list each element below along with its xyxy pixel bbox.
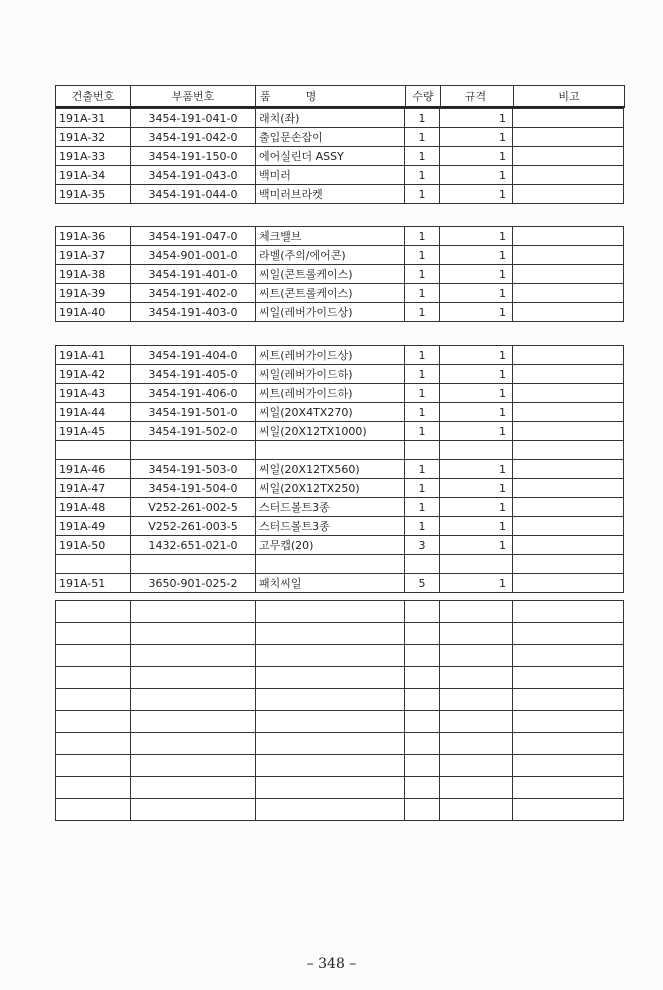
spec-cell (440, 601, 513, 623)
note-cell (513, 517, 624, 536)
spec-cell (440, 555, 513, 574)
code-cell: 191A-44 (56, 403, 131, 422)
note-cell (513, 711, 624, 733)
spec-cell: 1 (440, 384, 513, 403)
code-cell: 191A-38 (56, 265, 131, 284)
part-number-cell (131, 555, 256, 574)
name-cell: 패치씨일 (256, 574, 405, 593)
quantity-cell (405, 645, 440, 667)
table-row (56, 536, 624, 555)
quantity-cell (405, 441, 440, 460)
part-number-cell (131, 755, 256, 777)
header-part-number: 부품번호 (131, 86, 256, 108)
table-row (56, 284, 624, 303)
quantity-cell: 5 (405, 574, 440, 593)
spec-cell: 1 (440, 346, 513, 365)
spec-cell: 1 (440, 403, 513, 422)
quantity-cell: 1 (405, 128, 440, 147)
code-cell (56, 799, 131, 821)
name-cell: 씨일(20X4TX270) (256, 403, 405, 422)
code-cell: 191A-31 (56, 109, 131, 128)
name-cell (256, 645, 405, 667)
spec-cell: 1 (440, 128, 513, 147)
code-cell: 191A-35 (56, 185, 131, 204)
part-number-cell (131, 711, 256, 733)
code-cell: 191A-33 (56, 147, 131, 166)
quantity-cell: 1 (405, 303, 440, 322)
table-row (56, 799, 624, 821)
name-cell (256, 601, 405, 623)
code-cell: 191A-32 (56, 128, 131, 147)
table-row (56, 711, 624, 733)
parts-group-3 (55, 345, 624, 593)
note-cell (513, 574, 624, 593)
spec-cell (440, 799, 513, 821)
part-number-cell: 3454-191-503-0 (131, 460, 256, 479)
code-cell (56, 441, 131, 460)
note-cell (513, 303, 624, 322)
part-number-cell: 3454-191-044-0 (131, 185, 256, 204)
quantity-cell (405, 711, 440, 733)
spec-cell: 1 (440, 303, 513, 322)
note-cell (513, 284, 624, 303)
note-cell (513, 265, 624, 284)
spec-cell (440, 667, 513, 689)
quantity-cell (405, 555, 440, 574)
quantity-cell: 1 (405, 479, 440, 498)
code-cell (56, 555, 131, 574)
part-number-cell: 3454-191-401-0 (131, 265, 256, 284)
quantity-cell (405, 601, 440, 623)
part-number-cell (131, 799, 256, 821)
name-cell: 씨일(레버가이드상) (256, 303, 405, 322)
part-number-cell: 3454-191-041-0 (131, 109, 256, 128)
name-cell (256, 667, 405, 689)
name-cell: 씨트(레버가이드하) (256, 384, 405, 403)
spec-cell: 1 (440, 166, 513, 185)
spec-cell (440, 733, 513, 755)
note-cell (513, 128, 624, 147)
table-row (56, 755, 624, 777)
part-number-cell (131, 645, 256, 667)
header-spec: 규격 (441, 86, 514, 108)
code-cell: 191A-43 (56, 384, 131, 403)
note-cell (513, 555, 624, 574)
spec-cell: 1 (440, 185, 513, 204)
name-cell (256, 777, 405, 799)
note-cell (513, 733, 624, 755)
table-row (56, 346, 624, 365)
quantity-cell: 1 (405, 147, 440, 166)
part-number-cell (131, 667, 256, 689)
quantity-cell (405, 667, 440, 689)
spec-cell: 1 (440, 479, 513, 498)
note-cell (513, 623, 624, 645)
spec-cell: 1 (440, 574, 513, 593)
header-note: 비고 (514, 86, 625, 108)
note-cell (513, 498, 624, 517)
part-number-cell: 3454-191-047-0 (131, 227, 256, 246)
parts-group-1 (55, 108, 624, 204)
name-cell: 백미러브라켓 (256, 185, 405, 204)
note-cell (513, 346, 624, 365)
quantity-cell: 1 (405, 460, 440, 479)
part-number-cell: 3454-191-042-0 (131, 128, 256, 147)
spec-cell (440, 777, 513, 799)
quantity-cell: 1 (405, 227, 440, 246)
spec-cell: 1 (440, 422, 513, 441)
table-row (56, 365, 624, 384)
part-number-cell (131, 733, 256, 755)
table-row (56, 441, 624, 460)
table-header (55, 85, 625, 108)
quantity-cell: 1 (405, 246, 440, 265)
code-cell (56, 711, 131, 733)
name-cell: 씨일(20X12TX1000) (256, 422, 405, 441)
quantity-cell: 1 (405, 403, 440, 422)
note-cell (513, 777, 624, 799)
part-number-cell (131, 777, 256, 799)
note-cell (513, 667, 624, 689)
name-cell (256, 711, 405, 733)
note-cell (513, 422, 624, 441)
name-cell (256, 689, 405, 711)
quantity-cell (405, 755, 440, 777)
code-cell: 191A-39 (56, 284, 131, 303)
spec-cell (440, 623, 513, 645)
part-number-cell (131, 601, 256, 623)
code-cell (56, 645, 131, 667)
quantity-cell: 1 (405, 284, 440, 303)
code-cell (56, 733, 131, 755)
part-number-cell: 1432-651-021-0 (131, 536, 256, 555)
part-number-cell: 3454-191-150-0 (131, 147, 256, 166)
note-cell (513, 460, 624, 479)
parts-group-2 (55, 226, 624, 322)
note-cell (513, 365, 624, 384)
part-number-cell: 3454-191-504-0 (131, 479, 256, 498)
table-row (56, 109, 624, 128)
code-cell (56, 601, 131, 623)
note-cell (513, 601, 624, 623)
table-row (56, 689, 624, 711)
name-cell: 씨일(콘트롤케이스) (256, 265, 405, 284)
name-cell (256, 799, 405, 821)
table-row (56, 303, 624, 322)
spec-cell (440, 645, 513, 667)
part-number-cell: V252-261-002-5 (131, 498, 256, 517)
spec-cell: 1 (440, 284, 513, 303)
table-row (56, 777, 624, 799)
quantity-cell: 1 (405, 365, 440, 384)
spec-cell: 1 (440, 147, 513, 166)
name-cell: 래치(좌) (256, 109, 405, 128)
note-cell (513, 536, 624, 555)
part-number-cell: 3454-901-001-0 (131, 246, 256, 265)
name-cell: 백미러 (256, 166, 405, 185)
table-row (56, 667, 624, 689)
quantity-cell (405, 689, 440, 711)
name-cell: 씨일(20X12TX250) (256, 479, 405, 498)
code-cell: 191A-40 (56, 303, 131, 322)
code-cell (56, 667, 131, 689)
quantity-cell (405, 799, 440, 821)
spec-cell: 1 (440, 227, 513, 246)
spec-cell: 1 (440, 460, 513, 479)
table-row (56, 460, 624, 479)
table-row (56, 265, 624, 284)
code-cell: 191A-48 (56, 498, 131, 517)
header-quantity: 수량 (406, 86, 441, 108)
quantity-cell: 1 (405, 185, 440, 204)
table-row (56, 166, 624, 185)
table-row (56, 185, 624, 204)
quantity-cell: 1 (405, 265, 440, 284)
spec-cell (440, 441, 513, 460)
parts-group-blank (55, 600, 624, 821)
header-name: 품 명 (256, 86, 406, 108)
table-row (56, 384, 624, 403)
table-row (56, 601, 624, 623)
note-cell (513, 479, 624, 498)
note-cell (513, 109, 624, 128)
quantity-cell: 1 (405, 166, 440, 185)
code-cell: 191A-51 (56, 574, 131, 593)
name-cell (256, 733, 405, 755)
quantity-cell: 1 (405, 384, 440, 403)
name-cell (256, 623, 405, 645)
code-cell (56, 689, 131, 711)
name-cell: 스터드볼트3종 (256, 498, 405, 517)
table-row (56, 733, 624, 755)
note-cell (513, 799, 624, 821)
note-cell (513, 246, 624, 265)
spec-cell: 1 (440, 365, 513, 384)
quantity-cell: 1 (405, 517, 440, 536)
table-row (56, 147, 624, 166)
code-cell: 191A-46 (56, 460, 131, 479)
name-cell: 에어실린더 ASSY (256, 147, 405, 166)
quantity-cell: 1 (405, 346, 440, 365)
table-row (56, 517, 624, 536)
name-cell: 체크밸브 (256, 227, 405, 246)
part-number-cell (131, 689, 256, 711)
table-row (56, 403, 624, 422)
table-row (56, 422, 624, 441)
spec-cell: 1 (440, 517, 513, 536)
code-cell: 191A-45 (56, 422, 131, 441)
header-code: 건출번호 (56, 86, 131, 108)
name-cell: 라벨(주의/에어콘) (256, 246, 405, 265)
code-cell: 191A-37 (56, 246, 131, 265)
name-cell: 씨트(콘트롤케이스) (256, 284, 405, 303)
part-number-cell: 3454-191-501-0 (131, 403, 256, 422)
name-cell: 스터드볼트3종 (256, 517, 405, 536)
quantity-cell: 1 (405, 109, 440, 128)
note-cell (513, 403, 624, 422)
table-row (56, 227, 624, 246)
note-cell (513, 166, 624, 185)
table-row (56, 623, 624, 645)
page-number: – 348 – (306, 956, 357, 972)
spec-cell: 1 (440, 265, 513, 284)
code-cell (56, 777, 131, 799)
part-number-cell: 3454-191-402-0 (131, 284, 256, 303)
code-cell: 191A-36 (56, 227, 131, 246)
part-number-cell: V252-261-003-5 (131, 517, 256, 536)
name-cell: 출입문손잡이 (256, 128, 405, 147)
part-number-cell: 3454-191-406-0 (131, 384, 256, 403)
code-cell: 191A-49 (56, 517, 131, 536)
code-cell (56, 755, 131, 777)
spec-cell (440, 755, 513, 777)
spec-cell: 1 (440, 246, 513, 265)
quantity-cell (405, 777, 440, 799)
table-row (56, 555, 624, 574)
part-number-cell: 3454-191-405-0 (131, 365, 256, 384)
part-number-cell: 3454-191-043-0 (131, 166, 256, 185)
note-cell (513, 147, 624, 166)
note-cell (513, 384, 624, 403)
quantity-cell (405, 733, 440, 755)
part-number-cell (131, 441, 256, 460)
spec-cell: 1 (440, 498, 513, 517)
note-cell (513, 185, 624, 204)
name-cell: 고무캡(20) (256, 536, 405, 555)
part-number-cell: 3650-901-025-2 (131, 574, 256, 593)
code-cell: 191A-47 (56, 479, 131, 498)
table-row (56, 128, 624, 147)
note-cell (513, 227, 624, 246)
table-row (56, 246, 624, 265)
table-row (56, 645, 624, 667)
part-number-cell: 3454-191-404-0 (131, 346, 256, 365)
code-cell: 191A-42 (56, 365, 131, 384)
name-cell (256, 555, 405, 574)
code-cell: 191A-41 (56, 346, 131, 365)
name-cell: 씨일(20X12TX560) (256, 460, 405, 479)
note-cell (513, 689, 624, 711)
part-number-cell: 3454-191-502-0 (131, 422, 256, 441)
table-row (56, 479, 624, 498)
note-cell (513, 441, 624, 460)
code-cell: 191A-34 (56, 166, 131, 185)
note-cell (513, 755, 624, 777)
quantity-cell: 1 (405, 422, 440, 441)
note-cell (513, 645, 624, 667)
quantity-cell: 1 (405, 498, 440, 517)
spec-cell: 1 (440, 536, 513, 555)
part-number-cell (131, 623, 256, 645)
name-cell: 씨트(레버가이드상) (256, 346, 405, 365)
spec-cell (440, 689, 513, 711)
part-number-cell: 3454-191-403-0 (131, 303, 256, 322)
table-row (56, 498, 624, 517)
spec-cell: 1 (440, 109, 513, 128)
spec-cell (440, 711, 513, 733)
name-cell (256, 755, 405, 777)
quantity-cell: 3 (405, 536, 440, 555)
name-cell (256, 441, 405, 460)
code-cell: 191A-50 (56, 536, 131, 555)
table-row (56, 574, 624, 593)
quantity-cell (405, 623, 440, 645)
name-cell: 씨일(레버가이드하) (256, 365, 405, 384)
code-cell (56, 623, 131, 645)
